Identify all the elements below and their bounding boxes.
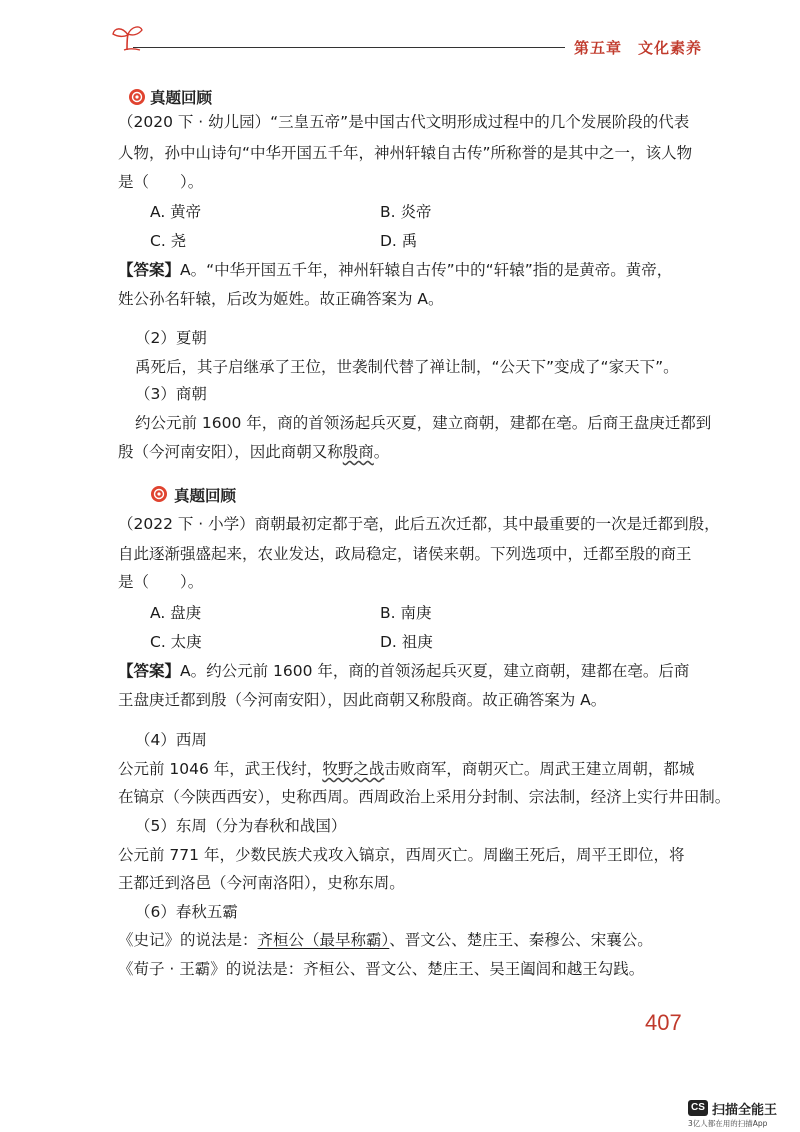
answer-label: 【答案】 bbox=[118, 662, 181, 680]
question-line: 人物，孙中山诗句“中华开国五千年，神州轩辕自古传”所称誉的是其中之一，该人物 bbox=[118, 144, 693, 162]
answer-line bbox=[118, 260, 672, 280]
section-heading-shang: （3）商朝 bbox=[135, 385, 207, 403]
option-d: D. 祖庚 bbox=[380, 633, 433, 651]
section-heading-dongzhou: （5）东周（分为春秋和战国） bbox=[135, 817, 347, 835]
answer-text: A。约公元前 1600 年，商的首领汤起兵灭夏，建立商朝，建都在亳。后商 bbox=[180, 662, 690, 680]
chapter-title: 第五章 文化素养 bbox=[574, 39, 703, 57]
section-text: 在镐京（今陕西西安），史称西周。西周政治上采用分封制、宗法制，经济上实行井田制。 bbox=[118, 788, 731, 806]
review-badge-icon bbox=[128, 88, 146, 106]
question-line: （2020 下 · 幼儿园）“三皇五帝”是中国古代文明形成过程中的几个发展阶段的代表 bbox=[118, 113, 690, 131]
section-text: 约公元前 1600 年，商的首领汤起兵灭夏，建立商朝，建都在亳。后商王盘庚迁都到 bbox=[135, 414, 712, 432]
section-text: 《史记》的说法是：齐桓公（最早称霸）、晋文公、楚庄王、秦穆公、宋襄公。 bbox=[118, 931, 653, 949]
watermark-name: 扫描全能王 bbox=[712, 1103, 778, 1118]
question-line: 自此逐渐强盛起来，农业发达，政局稳定，诸侯来朝。下列选项中，迁都至殷的商王 bbox=[118, 545, 692, 563]
section-heading-xia: （2）夏朝 bbox=[135, 329, 207, 347]
section-heading-chunqiu: （6）春秋五霸 bbox=[135, 903, 238, 921]
question-line: （2022 下 · 小学）商朝最初定都于亳，此后五次迁都，其中最重要的一次是迁都到殷， bbox=[118, 515, 720, 533]
option-a: A. 盘庚 bbox=[150, 604, 202, 622]
answer-line bbox=[118, 661, 689, 681]
section-text: 禹死后，其子启继承了王位，世袭制代替了禅让制，“公天下”变成了“家天下”。 bbox=[135, 358, 679, 376]
emphasis-text: 牧野之战 bbox=[322, 760, 385, 778]
answer-line: 王盘庚迁都到殷（今河南安阳），因此商朝又称殷商。故正确答案为 A。 bbox=[118, 691, 607, 709]
section-text: 《荀子 · 王霸》的说法是：齐桓公、晋文公、楚庄王、吴王阖闾和越王勾践。 bbox=[118, 960, 645, 978]
watermark-subtitle: 3亿人都在用的扫描App bbox=[688, 1119, 768, 1128]
section-text: 公元前 771 年，少数民族犬戎攻入镐京，西周灭亡。周幽王死后，周平王即位，将 bbox=[118, 846, 685, 864]
question-line: 是（ ）。 bbox=[118, 573, 204, 591]
section-text: 殷（今河南安阳），因此商朝又称殷商。 bbox=[118, 443, 390, 461]
option-c: C. 尧 bbox=[150, 232, 187, 250]
option-d: D. 禹 bbox=[380, 232, 418, 250]
section-text: 公元前 1046 年，武王伐纣，牧野之战击败商军，商朝灭亡。周武王建立周朝，都城 bbox=[118, 760, 695, 778]
page-number: 407 bbox=[645, 1010, 682, 1035]
emphasis-text: 殷商 bbox=[342, 443, 374, 461]
review-title: 真题回顾 bbox=[150, 89, 213, 107]
scanner-logo-icon: CS bbox=[688, 1100, 708, 1116]
review-title: 真题回顾 bbox=[174, 487, 237, 505]
option-b: B. 炎帝 bbox=[380, 203, 432, 221]
header-rule bbox=[133, 47, 565, 48]
review-badge-icon bbox=[150, 485, 168, 503]
question-line: 是（ ）。 bbox=[118, 173, 204, 191]
section-heading-xizhou: （4）西周 bbox=[135, 731, 207, 749]
section-text: 王都迁到洛邑（今河南洛阳），史称东周。 bbox=[118, 874, 405, 892]
option-a: A. 黄帝 bbox=[150, 203, 202, 221]
option-b: B. 南庚 bbox=[380, 604, 432, 622]
emphasis-text: 齐桓公（最早称霸） bbox=[257, 931, 390, 949]
answer-text: A。“中华开国五千年，神州轩辕自古传”中的“轩辕”指的是黄帝。黄帝， bbox=[180, 261, 673, 279]
option-c: C. 太庚 bbox=[150, 633, 202, 651]
answer-line: 姓公孙名轩辕，后改为姬姓。故正确答案为 A。 bbox=[118, 290, 444, 308]
answer-label: 【答案】 bbox=[118, 261, 181, 279]
